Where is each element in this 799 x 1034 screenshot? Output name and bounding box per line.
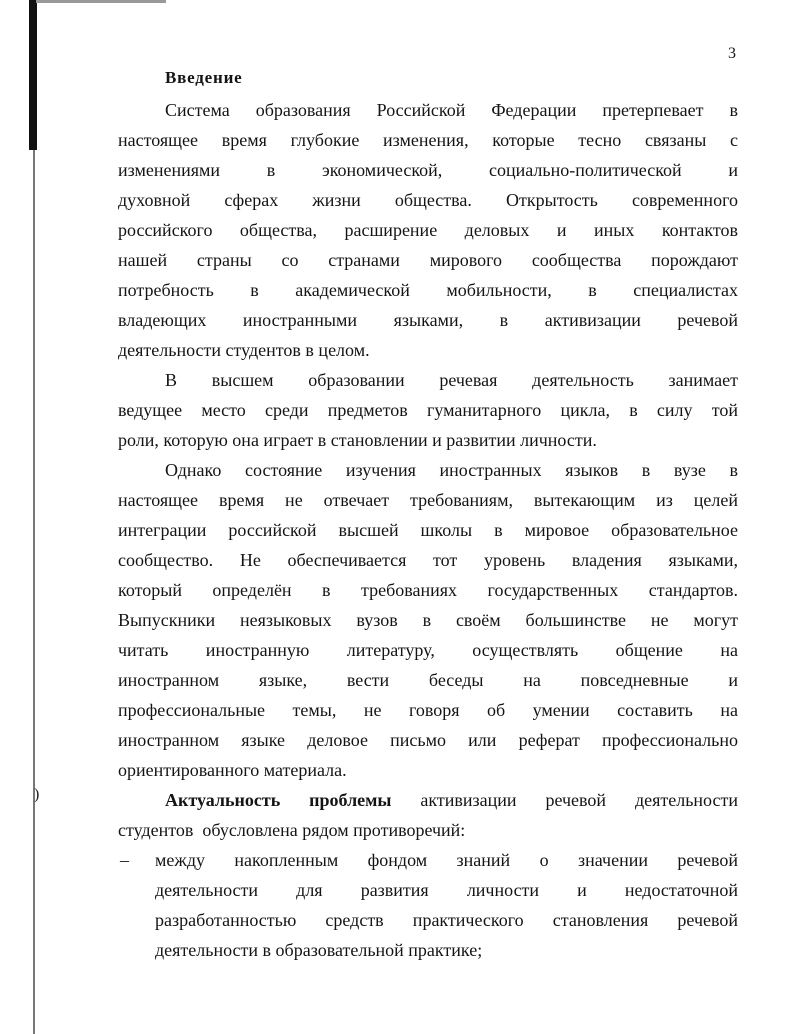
paragraph-2-line: ведущее место среди предметов гуманитарного цикла, в силу той — [118, 400, 738, 420]
scan-margin-mark: ) — [34, 786, 40, 803]
section-heading: Введение — [165, 68, 243, 87]
list-item-line: между накопленным фондом знаний о значении речевой — [155, 850, 738, 870]
paragraph-3-line: ориентированного материала. — [118, 760, 347, 780]
scan-top-artifact — [36, 0, 166, 3]
paragraph-1-line: Система образования Российской Федерации претерпевает в — [165, 100, 738, 120]
paragraph-2-line: роли, которую она играет в становлении и развитии личности. — [118, 430, 597, 450]
paragraph-1-line: духовной сферах жизни общества. Открытость современного — [118, 190, 738, 210]
list-marker: – — [120, 850, 129, 870]
page-number: 3 — [728, 45, 736, 62]
paragraph-1-line: нашей страны со странами мирового сообщества порождают — [118, 250, 738, 270]
paragraph-1-line: изменениями в экономической, социально-политической и — [118, 160, 738, 180]
paragraph-3-line: интеграции российской высшей школы в мировое образовательное — [118, 520, 738, 540]
paragraph-4-line — [165, 785, 738, 815]
paragraph-4-line: студентов обусловлена рядом противоречий: — [118, 820, 466, 840]
paragraph-3-line: сообщество. Не обеспечивается тот уровень владения языками, — [118, 550, 738, 570]
paragraph-3-line: который определён в требованиях государственных стандартов. — [118, 580, 738, 600]
paragraph-1-line: потребность в академической мобильности, в специалистах — [118, 280, 738, 300]
scan-left-edge-line — [33, 150, 35, 1034]
list-item-line: разработанностью средств практического становления речевой — [155, 910, 738, 930]
paragraph-3-line: профессиональные темы, не говоря об умении составить на — [118, 700, 738, 720]
paragraph-3-line: Однако состояние изучения иностранных языков в вузе в — [165, 460, 738, 480]
paragraph-2-line: В высшем образовании речевая деятельность занимает — [165, 370, 738, 390]
paragraph-3-line: настоящее время не отвечает требованиям, вытекающим из целей — [118, 490, 738, 510]
paragraph-4-line-rest: активизации речевой деятельности — [391, 790, 738, 810]
bold-lead: Актуальность проблемы — [165, 790, 392, 810]
list-item-line: деятельности для развития личности и недостаточной — [155, 880, 738, 900]
paragraph-3-line: иностранном языке деловое письмо или реферат профессионально — [118, 730, 738, 750]
scan-left-edge — [29, 0, 37, 150]
paragraph-1-line: владеющих иностранными языками, в активизации речевой — [118, 310, 738, 330]
list-item-line: деятельности в образовательной практике; — [155, 940, 483, 960]
paragraph-3-line: иностранном языке, вести беседы на повседневные и — [118, 670, 738, 690]
paragraph-3-line: читать иностранную литературу, осуществлять общение на — [118, 640, 738, 660]
paragraph-1-line: российского общества, расширение деловых и иных контактов — [118, 220, 738, 240]
paragraph-1-line: деятельности студентов в целом. — [118, 340, 370, 360]
paragraph-3-line: Выпускники неязыковых вузов в своём большинстве не могут — [118, 610, 738, 630]
paragraph-1-line: настоящее время глубокие изменения, которые тесно связаны с — [118, 130, 738, 150]
